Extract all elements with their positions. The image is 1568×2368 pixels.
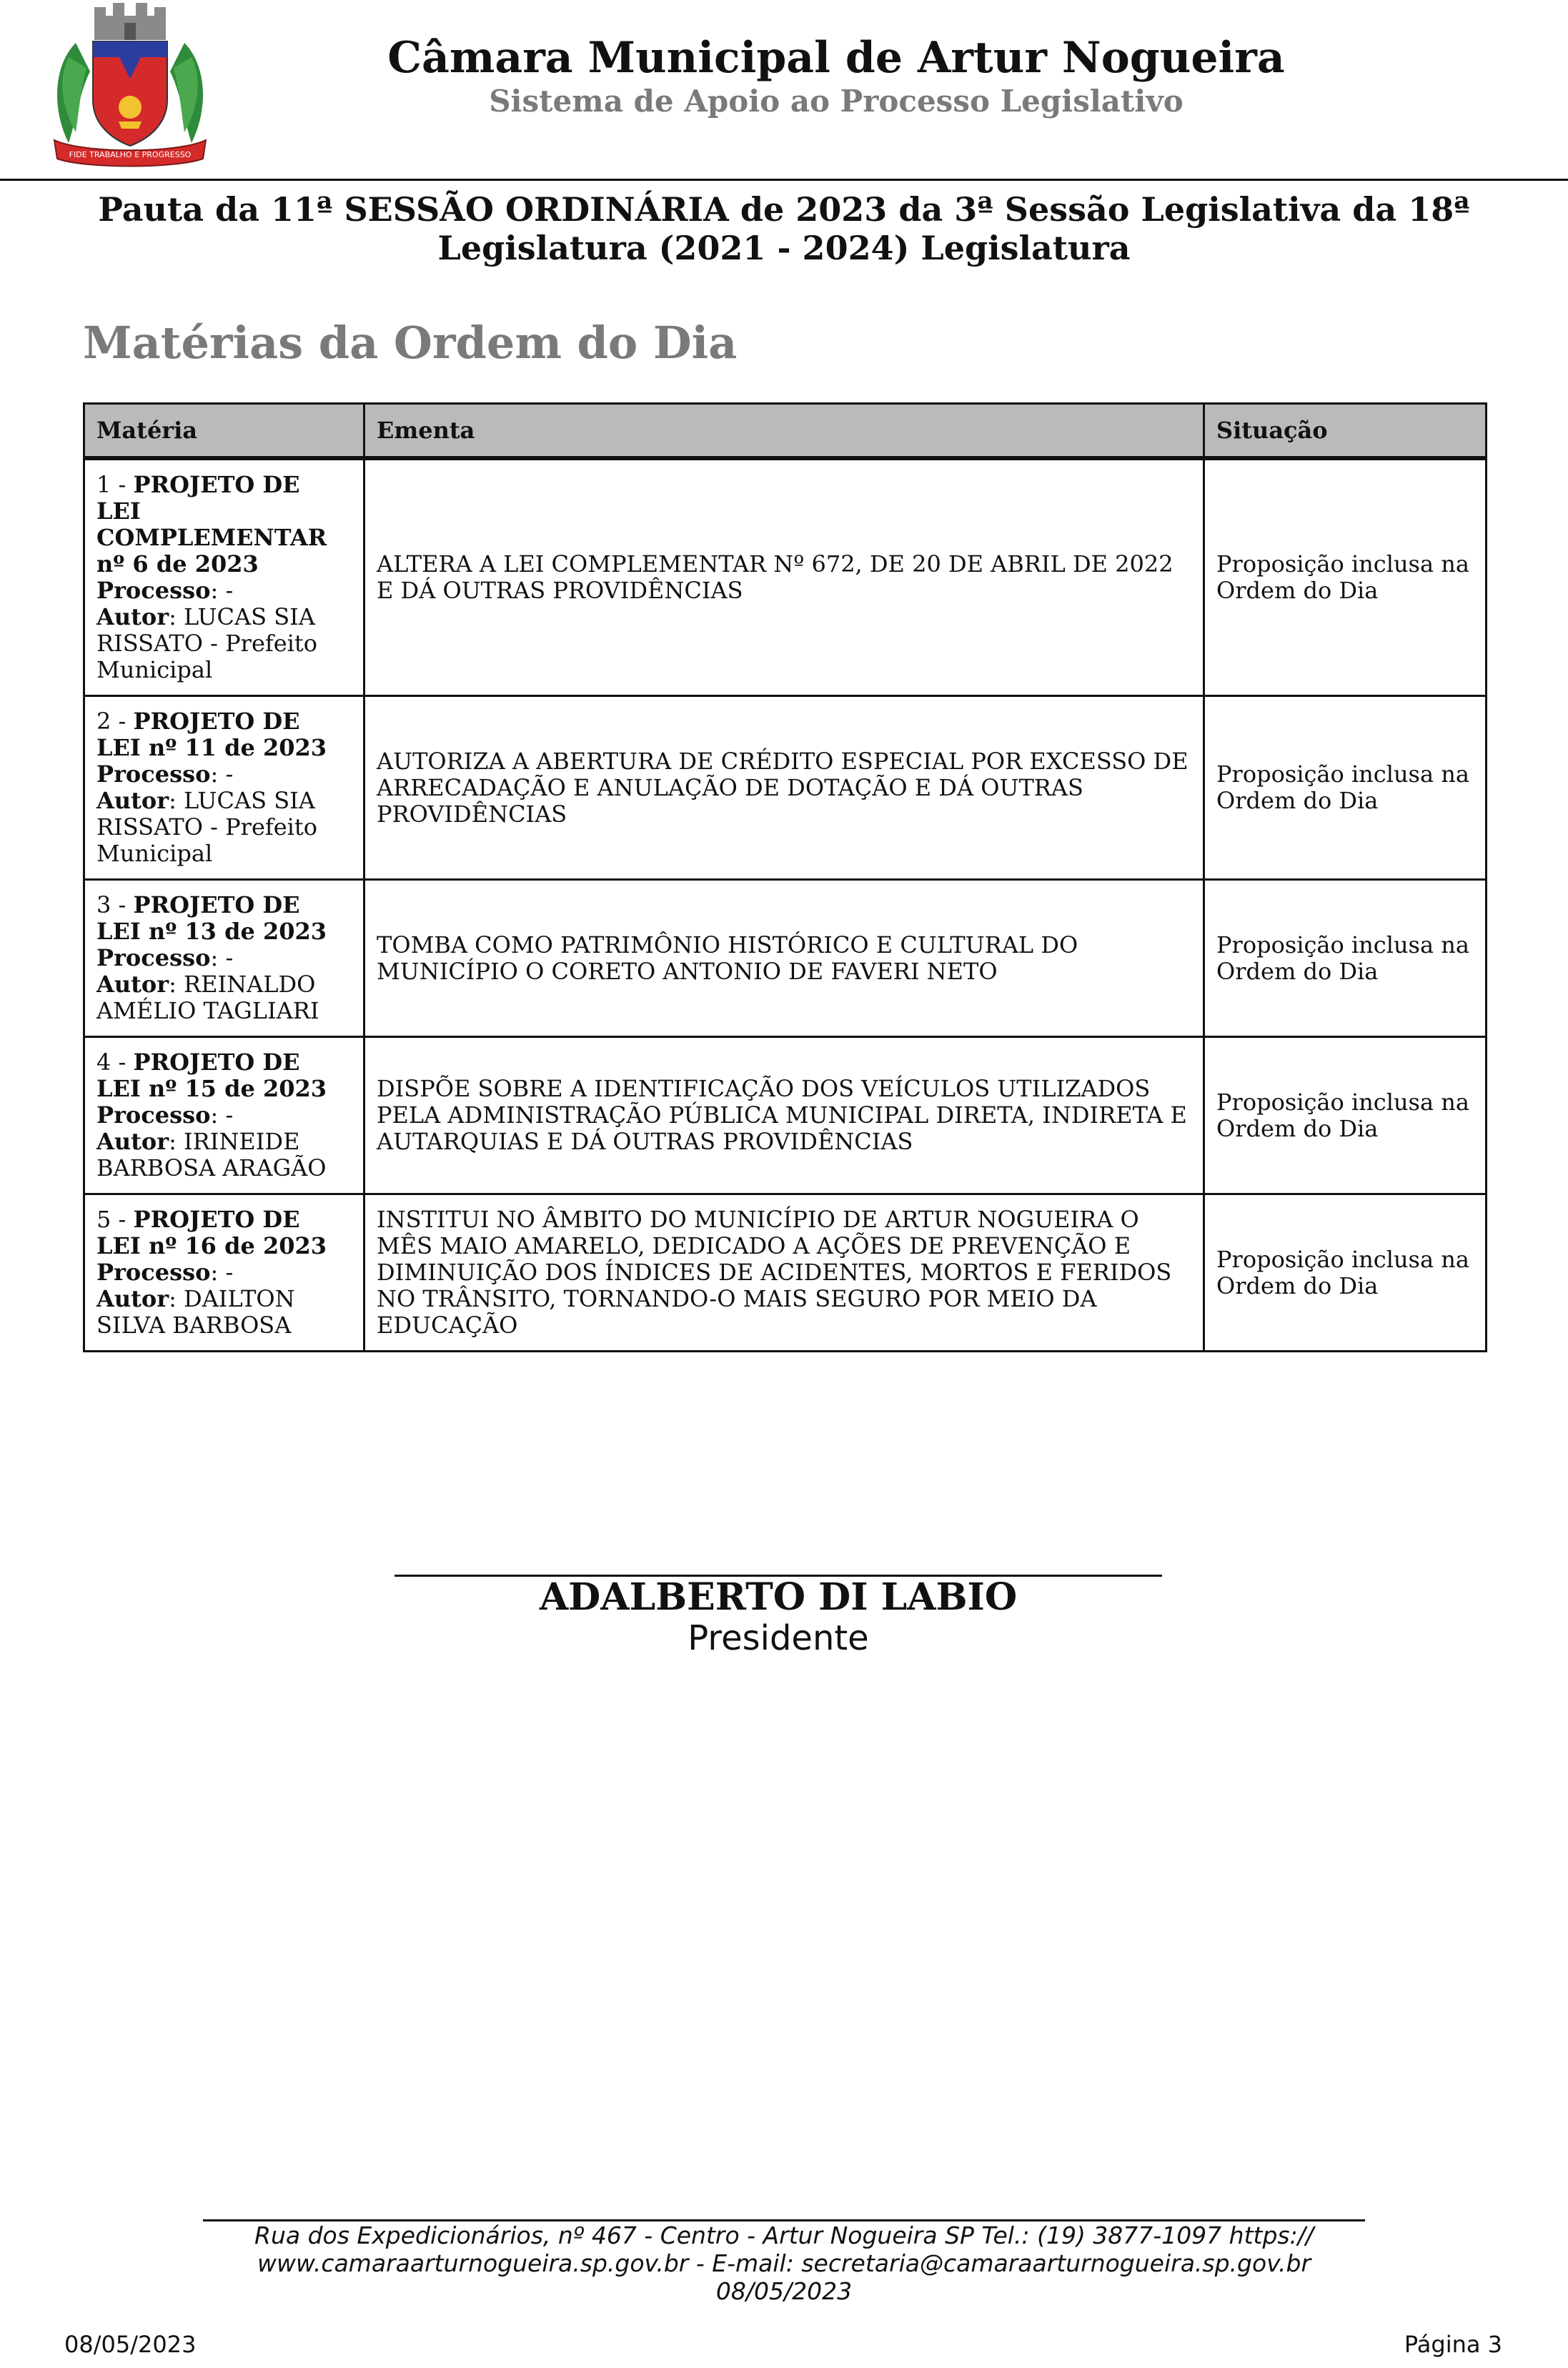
situacao-cell: Proposição inclusa na Ordem do Dia (1204, 1194, 1487, 1352)
footer-address-line-2: www.camaraarturnogueira.sp.gov.br - E-mail: secretaria@camaraarturnogueira.sp.gov.br (257, 2249, 1311, 2277)
column-header-ementa: Ementa (364, 404, 1204, 459)
processo-value: : - (210, 1259, 234, 1286)
svg-text:FIDE TRABALHO E PROGRESSO: FIDE TRABALHO E PROGRESSO (69, 150, 192, 159)
municipal-coat-of-arms-icon (47, 0, 213, 170)
autor-value: : REINALDO AMÉLIO TAGLIARI (96, 971, 319, 1024)
materia-tipo: PROJETO DE LEI nº 11 de 2023 (96, 708, 327, 761)
processo-label: Processo (96, 944, 211, 971)
footer-date: 08/05/2023 (64, 2331, 197, 2358)
processo-value: : - (210, 577, 234, 604)
autor-value: : LUCAS SIA RISSATO - Prefeito Municipal (96, 603, 318, 683)
materia-tipo: PROJETO DE LEI nº 15 de 2023 (96, 1049, 327, 1102)
table-row (84, 880, 1487, 1037)
situacao-cell: Proposição inclusa na Ordem do Dia (1204, 696, 1487, 880)
header-subtitle: Sistema de Apoio ao Processo Legislativo (489, 84, 1184, 119)
table-row (84, 1037, 1487, 1194)
autor-label: Autor (96, 1128, 169, 1155)
ementa-cell: ALTERA A LEI COMPLEMENTAR Nº 672, DE 20 DE ABRIL DE 2022 E DÁ OUTRAS PROVIDÊNCIAS (364, 458, 1204, 696)
autor-label: Autor (96, 1285, 169, 1312)
materia-number: 1 - (96, 471, 134, 498)
materia-cell (84, 458, 364, 696)
column-header-materia: Matéria (84, 404, 364, 459)
pauta-title-line-2: Legislatura (2021 - 2024) Legislatura (437, 229, 1131, 267)
processo-label: Processo (96, 761, 211, 788)
materia-cell (84, 1037, 364, 1194)
signatory-name: ADALBERTO DI LABIO (539, 1575, 1018, 1619)
materias-table (83, 402, 1487, 1352)
pauta-title-line-1: Pauta da 11ª SESSÃO ORDINÁRIA de 2023 da 3ª Sessão Legislativa da 18ª (98, 190, 1470, 229)
ementa-cell: AUTORIZA A ABERTURA DE CRÉDITO ESPECIAL POR EXCESSO DE ARRECADAÇÃO E ANULAÇÃO DE DOTAÇÃO E DÁ OUTRAS PROVIDÊNCIAS (364, 696, 1204, 880)
page-number: Página 3 (1404, 2331, 1502, 2358)
header-title: Câmara Municipal de Artur Nogueira (387, 33, 1285, 83)
materia-tipo: PROJETO DE LEI COMPLEMENTAR nº 6 de 2023 (96, 471, 327, 578)
signatory-role: Presidente (688, 1618, 869, 1658)
section-title: Matérias da Ordem do Dia (83, 317, 738, 369)
processo-label: Processo (96, 577, 211, 604)
situacao-cell: Proposição inclusa na Ordem do Dia (1204, 880, 1487, 1037)
materia-number: 4 - (96, 1049, 134, 1076)
table-row (84, 696, 1487, 880)
materia-tipo: PROJETO DE LEI nº 16 de 2023 (96, 1206, 327, 1259)
ementa-cell: DISPÕE SOBRE A IDENTIFICAÇÃO DOS VEÍCULOS UTILIZADOS PELA ADMINISTRAÇÃO PÚBLICA MUNICIPAL DIRETA, INDIRETA E AUTARQUIAS E DÁ OUTRAS PROVIDÊNCIAS (364, 1037, 1204, 1194)
processo-label: Processo (96, 1259, 211, 1286)
materia-tipo: PROJETO DE LEI nº 13 de 2023 (96, 891, 327, 945)
materia-cell (84, 1194, 364, 1352)
autor-label: Autor (96, 603, 169, 630)
pauta-title (71, 190, 1497, 267)
autor-value: : IRINEIDE BARBOSA ARAGÃO (96, 1128, 327, 1181)
materia-cell (84, 696, 364, 880)
autor-label: Autor (96, 971, 169, 998)
table-row (84, 458, 1487, 696)
ementa-cell: TOMBA COMO PATRIMÔNIO HISTÓRICO E CULTURAL DO MUNICÍPIO O CORETO ANTONIO DE FAVERI NETO (364, 880, 1204, 1037)
autor-label: Autor (96, 787, 169, 814)
materia-number: 2 - (96, 708, 134, 735)
materia-number: 5 - (96, 1206, 134, 1233)
autor-value: : LUCAS SIA RISSATO - Prefeito Municipal (96, 787, 318, 867)
footer-address-line-1: Rua dos Expedicionários, nº 467 - Centro - Artur Nogueira SP Tel.: (19) 3877-1097 https:// (254, 2221, 1314, 2249)
processo-value: : - (210, 1101, 234, 1129)
footer-address-line-3: 08/05/2023 (715, 2277, 853, 2305)
column-header-situacao: Situação (1204, 404, 1487, 459)
materia-number: 3 - (96, 891, 134, 918)
table-row (84, 1194, 1487, 1352)
situacao-cell: Proposição inclusa na Ordem do Dia (1204, 458, 1487, 696)
processo-value: : - (210, 944, 234, 971)
processo-value: : - (210, 761, 234, 788)
footer-address (207, 2221, 1361, 2305)
materia-cell (84, 880, 364, 1037)
autor-value: : DAILTON SILVA BARBOSA (96, 1285, 295, 1339)
ementa-cell: INSTITUI NO ÂMBITO DO MUNICÍPIO DE ARTUR NOGUEIRA O MÊS MAIO AMARELO, DEDICADO A AÇÕES DE PREVENÇÃO E DIMINUIÇÃO DOS ÍNDICES DE ACIDENTES, MORTOS E FERIDOS NO TRÂNSITO, TORNANDO-O MAIS SEGURO POR MEIO DA EDUCAÇÃO (364, 1194, 1204, 1352)
header-divider (0, 179, 1568, 181)
table-header-row (84, 404, 1487, 459)
processo-label: Processo (96, 1101, 211, 1129)
situacao-cell: Proposição inclusa na Ordem do Dia (1204, 1037, 1487, 1194)
